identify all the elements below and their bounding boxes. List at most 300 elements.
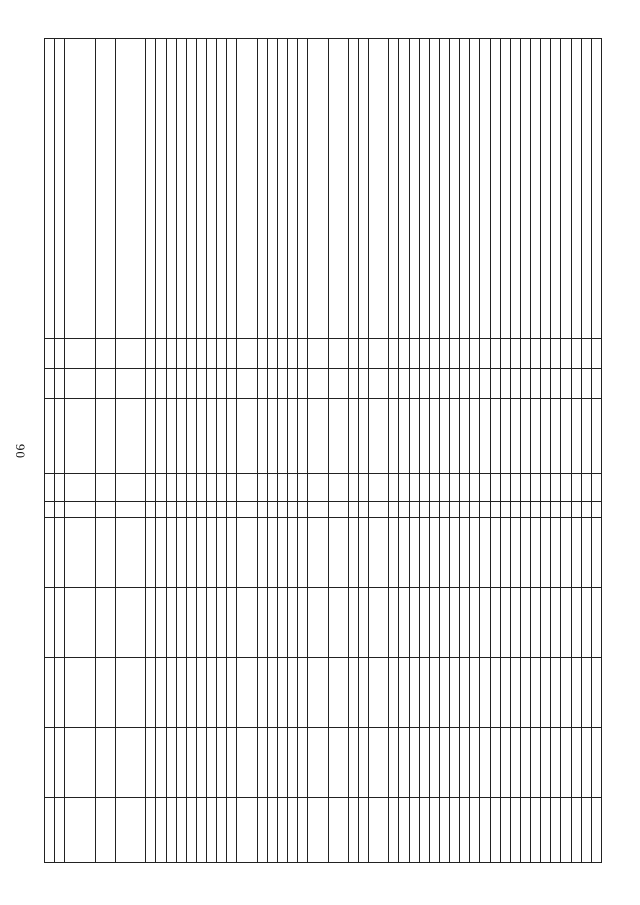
table-cell-kcsr <box>65 399 95 474</box>
table-row <box>561 39 571 863</box>
table-cell-name <box>460 39 470 339</box>
table-row <box>55 39 65 863</box>
table-cell-sum <box>55 658 65 728</box>
table-cell-sum <box>156 658 166 728</box>
table-cell-sum <box>146 658 156 728</box>
table-cell-sum <box>267 588 277 658</box>
table-cell-code <box>450 339 460 369</box>
table-cell-name <box>480 39 490 339</box>
table-cell-sum <box>389 518 399 588</box>
table-cell-flag <box>55 502 65 518</box>
table-cell-kcsr <box>510 399 520 474</box>
table-cell-flag <box>541 502 551 518</box>
table-cell-vr <box>278 474 288 502</box>
table-cell-sum <box>65 518 95 588</box>
table-cell-code <box>65 339 95 369</box>
table-row <box>551 39 561 863</box>
table-cell-vr <box>480 474 490 502</box>
table-cell-kcsr <box>186 399 196 474</box>
table-cell-sum <box>257 798 267 863</box>
table-cell-sum <box>278 658 288 728</box>
table-cell-sum <box>146 728 156 798</box>
table-cell-sum <box>551 588 561 658</box>
table-cell-code <box>500 339 510 369</box>
table-cell-kcsr <box>176 399 186 474</box>
table-cell-flag <box>470 502 480 518</box>
table-cell-sum <box>298 588 308 658</box>
table-row <box>308 39 328 863</box>
table-cell-flag <box>359 502 369 518</box>
table-cell-sum <box>197 588 207 658</box>
table-cell-code <box>267 339 277 369</box>
table-cell-sum <box>267 798 277 863</box>
table-cell-kcsr <box>480 399 490 474</box>
table-cell-sum <box>490 658 500 728</box>
table-cell-code <box>581 339 591 369</box>
table-cell-flag <box>308 502 328 518</box>
table-cell-sum <box>176 658 186 728</box>
table-cell-kcsr <box>591 399 601 474</box>
table-cell-flag <box>500 502 510 518</box>
table-cell-sum <box>450 798 460 863</box>
table-cell-sum <box>257 728 267 798</box>
table-row <box>45 39 55 863</box>
table-cell-code <box>227 339 237 369</box>
table-cell-vr <box>359 474 369 502</box>
table-cell-vr <box>156 474 166 502</box>
table-cell-code <box>419 339 429 369</box>
table-row <box>541 39 551 863</box>
table-cell-name <box>166 39 176 339</box>
table-cell-flag <box>45 502 55 518</box>
table-cell-kcsr <box>207 399 217 474</box>
table-cell-flag <box>510 502 520 518</box>
table-cell-sum <box>95 588 115 658</box>
table-cell-sum <box>278 728 288 798</box>
table-cell-sum <box>207 518 217 588</box>
table-cell-sum <box>591 798 601 863</box>
table-cell-flag <box>186 502 196 518</box>
table-cell-name <box>217 39 227 339</box>
table-cell-flag <box>440 502 450 518</box>
table-cell-sum <box>369 518 389 588</box>
table-cell-sum <box>65 588 95 658</box>
table-cell-sum <box>429 798 439 863</box>
table-cell-sum <box>257 588 267 658</box>
table-cell-name <box>359 39 369 339</box>
table-cell-vr <box>581 474 591 502</box>
table-cell-sum <box>470 658 480 728</box>
table-cell-flag <box>65 502 95 518</box>
table-cell-kcsr <box>298 399 308 474</box>
table-cell-vr <box>521 474 531 502</box>
table-cell-vr <box>369 474 389 502</box>
table-cell-sum <box>207 728 217 798</box>
table-cell-code <box>561 339 571 369</box>
table-cell-sub <box>541 369 551 399</box>
table-cell-sum <box>480 658 490 728</box>
table-cell-name <box>419 39 429 339</box>
table-cell-kcsr <box>409 399 419 474</box>
table-cell-name <box>440 39 450 339</box>
table-cell-vr <box>288 474 298 502</box>
table-cell-sum <box>197 658 207 728</box>
table-cell-sum <box>186 588 196 658</box>
table-cell-sum <box>278 588 288 658</box>
table-cell-vr <box>217 474 227 502</box>
table-cell-sum <box>166 658 176 728</box>
table-cell-sum <box>409 518 419 588</box>
table-cell-sub <box>176 369 186 399</box>
table-row <box>288 39 298 863</box>
table-cell-sum <box>217 798 227 863</box>
table-cell-sub <box>308 369 328 399</box>
table-cell-kcsr <box>328 399 348 474</box>
table-cell-name <box>399 39 409 339</box>
table-cell-sum <box>460 658 470 728</box>
table-cell-sum <box>450 588 460 658</box>
table-cell-sum <box>308 658 328 728</box>
table-cell-sum <box>359 518 369 588</box>
table-cell-code <box>156 339 166 369</box>
table-cell-name <box>257 39 267 339</box>
table-cell-flag <box>217 502 227 518</box>
table-row <box>328 39 348 863</box>
table-row <box>470 39 480 863</box>
table-cell-kcsr <box>450 399 460 474</box>
table-cell-sum <box>591 728 601 798</box>
table-cell-sum <box>237 728 257 798</box>
table-cell-sum <box>207 588 217 658</box>
table-cell-code <box>571 339 581 369</box>
table-cell-sum <box>500 658 510 728</box>
table-cell-sum <box>45 658 55 728</box>
table-cell-sub <box>389 369 399 399</box>
table-cell-vr <box>298 474 308 502</box>
table-cell-sum <box>531 588 541 658</box>
table-cell-vr <box>460 474 470 502</box>
table-cell-sum <box>227 518 237 588</box>
table-cell-kcsr <box>521 399 531 474</box>
table-row <box>490 39 500 863</box>
table-cell-vr <box>500 474 510 502</box>
table-cell-code <box>591 339 601 369</box>
table-cell-sum <box>419 588 429 658</box>
table-cell-code <box>510 339 520 369</box>
table-cell-sub <box>399 369 409 399</box>
table-cell-sum <box>197 518 207 588</box>
table-cell-name <box>197 39 207 339</box>
table-cell-sum <box>409 588 419 658</box>
table-cell-sum <box>470 798 480 863</box>
table-cell-sub <box>55 369 65 399</box>
table-cell-vr <box>348 474 358 502</box>
table-cell-sum <box>298 518 308 588</box>
table-cell-sum <box>227 658 237 728</box>
table-cell-sum <box>146 798 156 863</box>
table-cell-sum <box>359 588 369 658</box>
table-cell-kcsr <box>359 399 369 474</box>
table-row <box>237 39 257 863</box>
table-cell-sum <box>166 798 176 863</box>
table-cell-sum <box>460 728 470 798</box>
table-cell-kcsr <box>197 399 207 474</box>
table-row <box>257 39 267 863</box>
table-cell-kcsr <box>288 399 298 474</box>
table-cell-vr <box>65 474 95 502</box>
budget-table-rotated <box>44 38 602 862</box>
table-cell-name <box>348 39 358 339</box>
table-cell-code <box>278 339 288 369</box>
table-cell-kcsr <box>267 399 277 474</box>
table-cell-kcsr <box>490 399 500 474</box>
table-cell-code <box>186 339 196 369</box>
table-cell-code <box>551 339 561 369</box>
table-row <box>227 39 237 863</box>
table-cell-kcsr <box>470 399 480 474</box>
table-cell-vr <box>490 474 500 502</box>
table-cell-flag <box>480 502 490 518</box>
table-cell-sum <box>166 518 176 588</box>
table-cell-name <box>389 39 399 339</box>
table-cell-sum <box>541 518 551 588</box>
table-cell-sum <box>186 728 196 798</box>
table-cell-sum <box>561 798 571 863</box>
table-cell-sub <box>227 369 237 399</box>
budget-table <box>44 38 602 863</box>
table-cell-sum <box>95 518 115 588</box>
table-row <box>197 39 207 863</box>
table-cell-vr <box>267 474 277 502</box>
table-row <box>186 39 196 863</box>
table-row <box>217 39 227 863</box>
table-cell-sum <box>176 588 186 658</box>
table-cell-sum <box>207 658 217 728</box>
table-cell-code <box>288 339 298 369</box>
table-cell-name <box>116 39 146 339</box>
table-cell-sum <box>308 798 328 863</box>
table-cell-kcsr <box>348 399 358 474</box>
table-cell-flag <box>581 502 591 518</box>
table-cell-vr <box>116 474 146 502</box>
table-cell-sub <box>591 369 601 399</box>
table-cell-sum <box>237 798 257 863</box>
table-cell-kcsr <box>581 399 591 474</box>
table-cell-flag <box>197 502 207 518</box>
table-cell-flag <box>409 502 419 518</box>
table-cell-sum <box>510 518 520 588</box>
table-cell-sub <box>419 369 429 399</box>
table-cell-flag <box>267 502 277 518</box>
table-cell-sum <box>571 588 581 658</box>
table-row <box>521 39 531 863</box>
table-cell-sum <box>298 658 308 728</box>
table-cell-kcsr <box>308 399 328 474</box>
table-cell-sum <box>571 518 581 588</box>
table-cell-sub <box>65 369 95 399</box>
table-cell-flag <box>419 502 429 518</box>
table-cell-flag <box>551 502 561 518</box>
table-cell-name <box>450 39 460 339</box>
table-cell-sub <box>217 369 227 399</box>
table-cell-code <box>460 339 470 369</box>
table-cell-name <box>267 39 277 339</box>
table-cell-sum <box>591 588 601 658</box>
table-cell-code <box>298 339 308 369</box>
table-cell-code <box>480 339 490 369</box>
table-cell-kcsr <box>278 399 288 474</box>
table-cell-sum <box>217 658 227 728</box>
table-cell-sum <box>551 658 561 728</box>
table-cell-sum <box>389 798 399 863</box>
page-number: 90 <box>13 444 28 459</box>
table-cell-sum <box>440 798 450 863</box>
table-cell-sum <box>399 798 409 863</box>
table-cell-sum <box>359 728 369 798</box>
table-cell-name <box>510 39 520 339</box>
table-cell-code <box>146 339 156 369</box>
table-cell-code <box>207 339 217 369</box>
table-cell-kcsr <box>571 399 581 474</box>
table-cell-vr <box>55 474 65 502</box>
table-cell-name <box>227 39 237 339</box>
table-cell-code <box>328 339 348 369</box>
table-cell-sum <box>237 518 257 588</box>
table-cell-sum <box>429 588 439 658</box>
table-cell-sum <box>581 658 591 728</box>
table-cell-sum <box>399 588 409 658</box>
table-cell-sub <box>561 369 571 399</box>
table-cell-sum <box>116 798 146 863</box>
table-cell-sub <box>510 369 520 399</box>
table-cell-sum <box>348 728 358 798</box>
table-cell-name <box>551 39 561 339</box>
table-cell-sum <box>521 588 531 658</box>
table-cell-flag <box>278 502 288 518</box>
table-cell-code <box>257 339 267 369</box>
table-cell-sum <box>440 658 450 728</box>
table-cell-sum <box>500 798 510 863</box>
table-cell-sub <box>470 369 480 399</box>
table-cell-name <box>45 39 55 339</box>
table-cell-sum <box>257 658 267 728</box>
table-cell-kcsr <box>551 399 561 474</box>
table-cell-sum <box>440 588 450 658</box>
table-cell-vr <box>176 474 186 502</box>
table-row <box>359 39 369 863</box>
table-cell-sum <box>156 728 166 798</box>
table-cell-sum <box>257 518 267 588</box>
table-cell-sum <box>348 658 358 728</box>
table-cell-sum <box>490 518 500 588</box>
table-cell-sum <box>500 728 510 798</box>
table-cell-flag <box>521 502 531 518</box>
table-cell-code <box>521 339 531 369</box>
table-cell-name <box>65 39 95 339</box>
table-row <box>207 39 217 863</box>
table-cell-kcsr <box>440 399 450 474</box>
table-cell-sum <box>227 798 237 863</box>
table-cell-kcsr <box>116 399 146 474</box>
table-cell-sum <box>267 728 277 798</box>
table-cell-vr <box>429 474 439 502</box>
table-cell-name <box>531 39 541 339</box>
table-cell-sum <box>531 728 541 798</box>
table-cell-sum <box>176 798 186 863</box>
table-cell-sum <box>217 518 227 588</box>
table-cell-kcsr <box>257 399 267 474</box>
table-cell-sub <box>116 369 146 399</box>
table-cell-sum <box>328 588 348 658</box>
table-cell-sum <box>116 588 146 658</box>
table-cell-name <box>541 39 551 339</box>
table-cell-name <box>470 39 480 339</box>
table-cell-sum <box>308 518 328 588</box>
table-cell-flag <box>460 502 470 518</box>
table-cell-vr <box>531 474 541 502</box>
table-cell-sum <box>440 728 450 798</box>
table-cell-kcsr <box>156 399 166 474</box>
table-cell-name <box>95 39 115 339</box>
table-cell-sum <box>55 728 65 798</box>
table-cell-vr <box>308 474 328 502</box>
table-cell-sub <box>166 369 176 399</box>
table-cell-sum <box>65 798 95 863</box>
table-cell-sub <box>440 369 450 399</box>
table-cell-sum <box>288 588 298 658</box>
table-cell-name <box>146 39 156 339</box>
table-cell-sub <box>267 369 277 399</box>
table-cell-sum <box>571 658 581 728</box>
table-cell-name <box>237 39 257 339</box>
table-cell-code <box>176 339 186 369</box>
table-cell-name <box>55 39 65 339</box>
table-cell-flag <box>288 502 298 518</box>
table-cell-flag <box>95 502 115 518</box>
table-cell-sum <box>288 518 298 588</box>
table-cell-sum <box>65 728 95 798</box>
table-cell-sum <box>278 798 288 863</box>
table-cell-code <box>389 339 399 369</box>
table-cell-sum <box>186 658 196 728</box>
table-cell-sum <box>328 728 348 798</box>
table-cell-code <box>541 339 551 369</box>
table-cell-sum <box>116 518 146 588</box>
table-cell-sum <box>440 518 450 588</box>
table-cell-kcsr <box>541 399 551 474</box>
table-cell-sum <box>561 658 571 728</box>
table-cell-sum <box>399 728 409 798</box>
table-cell-sum <box>521 728 531 798</box>
table-cell-code <box>217 339 227 369</box>
table-cell-sum <box>541 658 551 728</box>
table-cell-sum <box>267 518 277 588</box>
table-cell-code <box>237 339 257 369</box>
table-cell-code <box>490 339 500 369</box>
table-cell-sum <box>531 518 541 588</box>
table-row <box>571 39 581 863</box>
table-cell-flag <box>348 502 358 518</box>
table-cell-sum <box>95 728 115 798</box>
table-cell-sum <box>561 728 571 798</box>
table-cell-sub <box>571 369 581 399</box>
table-row <box>480 39 490 863</box>
table-cell-sum <box>429 658 439 728</box>
table-cell-sum <box>156 588 166 658</box>
table-cell-flag <box>490 502 500 518</box>
table-row <box>65 39 95 863</box>
table-cell-sum <box>531 658 541 728</box>
